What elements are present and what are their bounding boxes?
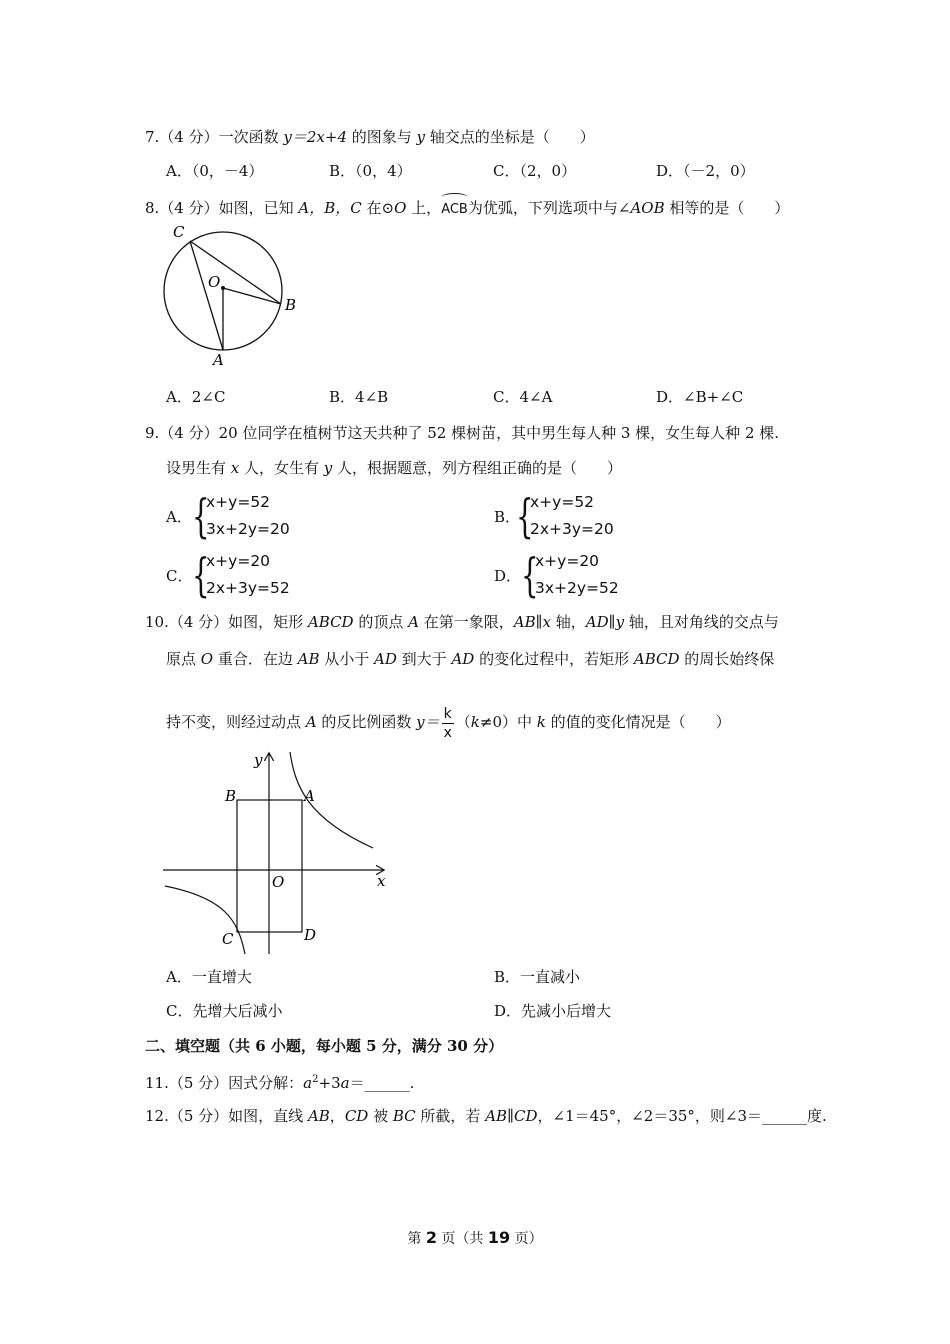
q10-stem-text: 10.（4 分）如图，矩形 [145, 613, 308, 631]
q9-option-d-label[interactable]: D． [494, 567, 522, 585]
equation-1: x+y=52 [206, 493, 271, 511]
q10-option-a[interactable]: A．一直增大 [166, 968, 252, 986]
q10-var-y: y [615, 613, 625, 631]
label-x: x [377, 872, 386, 890]
q10-stem-text: 从小于 [319, 650, 375, 668]
q10-point-a: A [408, 613, 419, 631]
footer-text: 第 [407, 1231, 426, 1247]
brace-icon: { [192, 489, 210, 543]
q9-var-x: x [230, 459, 240, 477]
label-a: A [213, 351, 224, 368]
q12-stem-text: ， [329, 1107, 345, 1125]
q12-stem-text: 所截，若 [415, 1107, 486, 1125]
q12-line-cd: CD [344, 1107, 369, 1125]
q12-line-cd: CD [514, 1107, 538, 1125]
footer-text: 页（共 [436, 1231, 488, 1247]
q10-stem-text: 轴，且对角线的交点与 [624, 613, 779, 631]
q8-angle: AOB [630, 199, 665, 217]
q10-fraction [442, 705, 454, 742]
q10-seg-ad: AD [585, 613, 609, 631]
q11-var-a: a [340, 1074, 350, 1092]
q10-stem-line2 [166, 648, 774, 670]
q10-stem-line1 [145, 611, 779, 633]
q7-stem-text: 7.（4 分）一次函数 [145, 128, 284, 146]
page-total: 19 [487, 1228, 511, 1247]
q12-stem-text: 12.（5 分）如图，直线 [145, 1107, 308, 1125]
q10-seg-ad: AD [451, 650, 475, 668]
q11-stem [145, 1069, 414, 1094]
q8-option-b[interactable]: B．4∠B [329, 388, 389, 406]
chord-cb [190, 241, 281, 304]
q8-points: A，B，C [298, 199, 362, 217]
q7-option-c[interactable]: C．（2，0） [493, 162, 577, 180]
label-a: A [304, 787, 315, 805]
q10-seg-ab: AB [297, 650, 320, 668]
q10-origin: O [200, 650, 214, 668]
q10-rect: ABCD [307, 613, 354, 631]
q7-var-y: y [416, 128, 426, 146]
q10-stem-text: 持不变，则经过动点 [166, 713, 306, 731]
q8-option-a[interactable]: A．2∠C [166, 388, 226, 406]
q11-answer-blank[interactable]: ＝______. [349, 1074, 415, 1092]
q8-arc-label: ACB [441, 195, 468, 221]
page-number: 2 [425, 1228, 437, 1247]
q7-stem [145, 126, 595, 148]
q10-stem-text: 重合．在边 [213, 650, 298, 668]
q9-stem-text: 人，根据题意，列方程组正确的是（ ） [332, 459, 623, 477]
q9-stem-line1: 9.（4 分）20 位同学在植树节这天共种了 52 棵树苗，其中男生每人种 3 棵，女生每人种 2 棵. [145, 424, 780, 442]
q9-stem-text: 设男生有 [166, 459, 231, 477]
brace-icon: { [521, 548, 539, 602]
q9-option-a-label[interactable]: A． [166, 508, 192, 526]
q7-option-a[interactable]: A．（0，－4） [166, 162, 264, 180]
q9-var-y: y [323, 459, 333, 477]
q10-stem-text: 的反比例函数 [316, 713, 417, 731]
center-dot [221, 286, 225, 290]
q12-stem-text: 被 [368, 1107, 393, 1125]
q8-center: O [394, 199, 407, 217]
q7-equation: y＝2x+4 [283, 128, 347, 146]
q10-var-x: x [542, 613, 552, 631]
equation-2: 3x+2y=20 [206, 520, 290, 538]
equation-2: 3x+2y=52 [535, 579, 619, 597]
q10-parallel: ∥ [608, 613, 616, 631]
footer-text: 页） [510, 1231, 543, 1247]
q10-stem-text: 到大于 [396, 650, 452, 668]
q9-option-b-label[interactable]: B． [494, 508, 521, 526]
q12-line-ab: AB [307, 1107, 330, 1125]
q10-stem-text: 的值的变化情况是（ ） [545, 713, 731, 731]
chord-ca [190, 241, 223, 350]
q10-point-a: A [305, 713, 317, 731]
label-b: B [225, 787, 237, 805]
q7-stem-text: 轴交点的坐标是（ ） [425, 128, 595, 146]
q10-option-b[interactable]: B．一直减小 [494, 968, 581, 986]
q10-parallel: ∥ [535, 613, 543, 631]
q10-var-k: k [470, 713, 480, 731]
q10-stem-text: 的变化过程中，若矩形 [474, 650, 634, 668]
q8-option-d[interactable]: D．∠B+∠C [656, 388, 744, 406]
q10-stem-text: 原点 [166, 650, 201, 668]
q10-option-d[interactable]: D．先减小后增大 [494, 1002, 612, 1020]
label-o: O [272, 873, 285, 891]
q10-option-c[interactable]: C．先增大后减小 [166, 1002, 283, 1020]
q7-option-d[interactable]: D．（－2，0） [656, 162, 755, 180]
q11-stem-text: +3 [318, 1074, 341, 1092]
label-c: C [222, 930, 234, 948]
q12-line-bc: BC [392, 1107, 416, 1125]
equation-1: x+y=52 [530, 493, 595, 511]
q11-stem-text: 11.（5 分）因式分解： [145, 1074, 304, 1092]
q9-option-c-label[interactable]: C． [166, 567, 193, 585]
q10-stem-text: 的周长始终保 [679, 650, 775, 668]
q10-coordinate-figure [155, 748, 395, 958]
equation-1: x+y=20 [206, 552, 271, 570]
q10-var-k: k [536, 713, 546, 731]
label-y: y [254, 751, 263, 769]
label-b: B [285, 296, 297, 314]
q10-stem-text: ≠0）中 [479, 713, 537, 731]
equation-2: 2x+3y=20 [530, 520, 614, 538]
q7-stem-text: 的图象与 [347, 128, 417, 146]
radius-ob [223, 288, 281, 304]
q12-parallel: ∥ [507, 1107, 514, 1125]
label-o: O [208, 273, 221, 291]
q10-stem-text: 的顶点 [353, 613, 409, 631]
q12-stem [145, 1105, 827, 1127]
fraction-numerator: k [443, 705, 452, 722]
q8-stem-text: 上， [406, 199, 442, 217]
q10-seg-ad: AD [374, 650, 397, 668]
q12-answer-blank[interactable]: ，∠1＝45°，∠2＝35°，则∠3＝______度. [537, 1107, 827, 1125]
q8-stem-text: 相等的是（ ） [664, 199, 790, 217]
q12-line-ab: AB [485, 1107, 508, 1125]
q7-option-b[interactable]: B．（0，4） [329, 162, 412, 180]
q11-exponent: 2 [312, 1074, 319, 1085]
q9-stem-line2 [166, 457, 622, 479]
q10-seg-ab: AB [513, 613, 536, 631]
q10-func-y: y＝ [416, 713, 440, 731]
q10-stem-line3 [166, 702, 731, 742]
q8-option-c[interactable]: C．4∠A [493, 388, 553, 406]
q8-circle-figure [155, 222, 305, 368]
brace-icon: { [516, 489, 534, 543]
q10-rect: ABCD [633, 650, 680, 668]
q11-var-a: a [303, 1074, 313, 1092]
q8-stem-text: 为优弧，下列选项中与∠ [467, 199, 631, 217]
q10-stem-text: 轴， [551, 613, 586, 631]
q8-stem-text: 8.（4 分）如图，已知 [145, 199, 299, 217]
equation-1: x+y=20 [535, 552, 600, 570]
page-footer [0, 1228, 950, 1248]
q8-stem-text: 在⊙ [361, 199, 395, 217]
q10-stem-text: （ [455, 713, 471, 731]
fraction-denominator: x [443, 724, 452, 741]
brace-icon: { [192, 548, 210, 602]
equation-2: 2x+3y=52 [206, 579, 290, 597]
q10-stem-text: 在第一象限， [418, 613, 514, 631]
label-c: C [173, 223, 185, 241]
section-heading: 二、填空题（共 6 小题，每小题 5 分，满分 30 分） [145, 1037, 504, 1055]
q9-stem-text: 人，女生有 [239, 459, 324, 477]
label-d: D [304, 926, 317, 944]
q8-stem [145, 195, 789, 221]
